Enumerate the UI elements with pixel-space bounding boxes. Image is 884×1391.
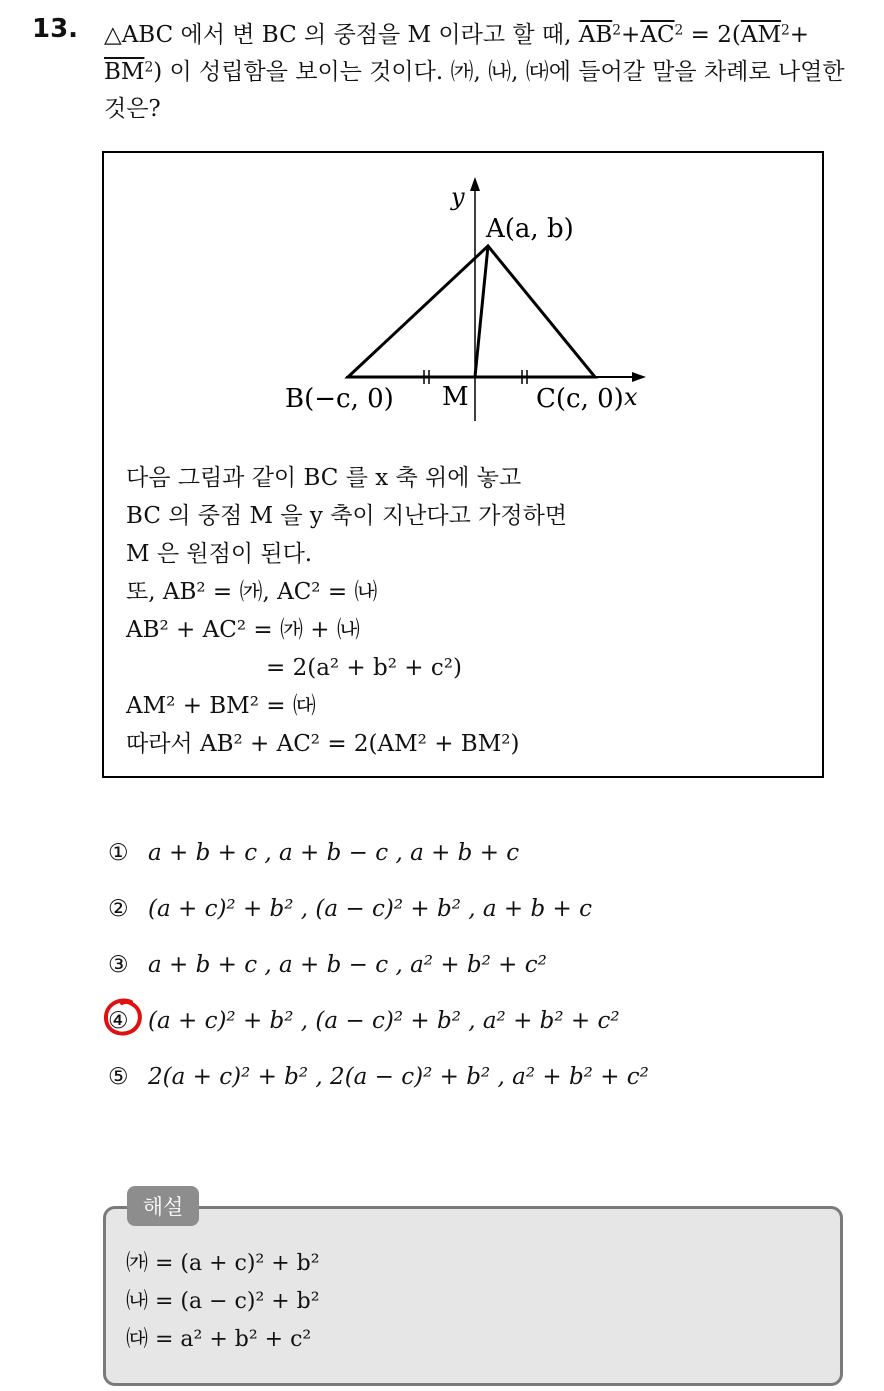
choice-2[interactable] [108,896,808,952]
question-number: 13. [32,14,79,44]
proof-line: AB² + AC² = ㈎ + ㈏ [126,617,360,643]
solution-tab: 해설 [127,1186,199,1226]
median-am [475,246,488,377]
choice-number: ③ [108,952,129,978]
coordinate-figure [104,153,826,453]
equals-two: = 2( [683,22,741,48]
proof-line: M 은 원점이 된다. [126,541,313,567]
stem-text-1: △ABC 에서 변 BC 의 중점을 M 이라고 할 때, [104,22,579,48]
answer-choices [108,840,808,1120]
choice-number: ② [108,896,129,922]
solution-body [126,1245,320,1359]
proof-line: 다음 그림과 같이 BC 를 x 축 위에 놓고 [126,465,522,491]
x-axis-arrow [632,372,646,382]
choice-text: (a + c)² + b² , (a − c)² + b² , a² + b² + c² [148,1008,620,1034]
plus-sign: + [621,22,641,48]
point-c-label: C(c, 0) [536,384,624,414]
segment-am: $\overline{AM}$ [740,22,781,48]
segment-bm: $\overline{BM}$ [104,59,145,85]
y-axis-arrow [470,177,480,191]
point-a-label: A(a, b) [486,214,574,244]
question-stem: △ABC 에서 변 BC 의 중점을 M 이라고 할 때, $\overline{AB}^2+\overline{AC}^2 = 2(\overline{AM}^2+ \overline{BM}^2)$ 이 성립함을 보이는 것이다. ㈎, ㈏, ㈐에 들어갈 말을 차례로 나열한 것은? [104,22,845,122]
proof-line: AM² + BM² = ㈐ [126,693,316,719]
proof-line: = 2(a² + b² + c²) [266,655,462,681]
triangle-abc [348,246,595,377]
choice-number: ① [108,840,129,866]
stem-text-2: ) 이 성립함을 보이는 것이다. ㈎, ㈏, ㈐에 들어갈 말을 차례로 나열한 것은? [104,59,845,122]
choice-1[interactable] [108,840,808,896]
solution-line: ㈏ = (a − c)² + b² [126,1289,320,1314]
choice-4[interactable] [108,1008,808,1064]
proof-box [102,151,824,778]
y-axis-label: y [451,183,465,211]
segment-ab: $\overline{AB}$ [578,22,613,48]
choice-text: 2(a + c)² + b² , 2(a − c)² + b² , a² + b² + c² [148,1064,649,1090]
choice-text: (a + c)² + b² , (a − c)² + b² , a + b + c [148,896,592,922]
solution-line: ㈎ = (a + c)² + b² [126,1251,320,1276]
solution-line: ㈐ = a² + b² + c² [126,1327,312,1352]
choice-text: a + b + c , a + b − c , a + b + c [148,840,520,866]
proof-line: BC 의 중점 M 을 y 축이 지난다고 가정하면 [126,503,568,529]
proof-text [126,459,806,763]
point-b-label: B(−c, 0) [285,384,394,414]
proof-line: 또, AB² = ㈎, AC² = ㈏ [126,579,378,605]
choice-number: ⑤ [108,1064,129,1090]
segment-ac: $\overline{AC}$ [640,22,675,48]
selected-answer-circle-mark [101,997,147,1039]
point-m-label: M [442,382,469,412]
x-axis-label: x [624,383,638,411]
choice-3[interactable] [108,952,808,1008]
solution-box [103,1206,843,1386]
choice-text: a + b + c , a + b − c , a² + b² + c² [148,952,547,978]
choice-5[interactable] [108,1064,808,1120]
choice-number: ④ [108,1008,129,1034]
proof-line: 따라서 AB² + AC² = 2(AM² + BM²) [126,731,520,757]
